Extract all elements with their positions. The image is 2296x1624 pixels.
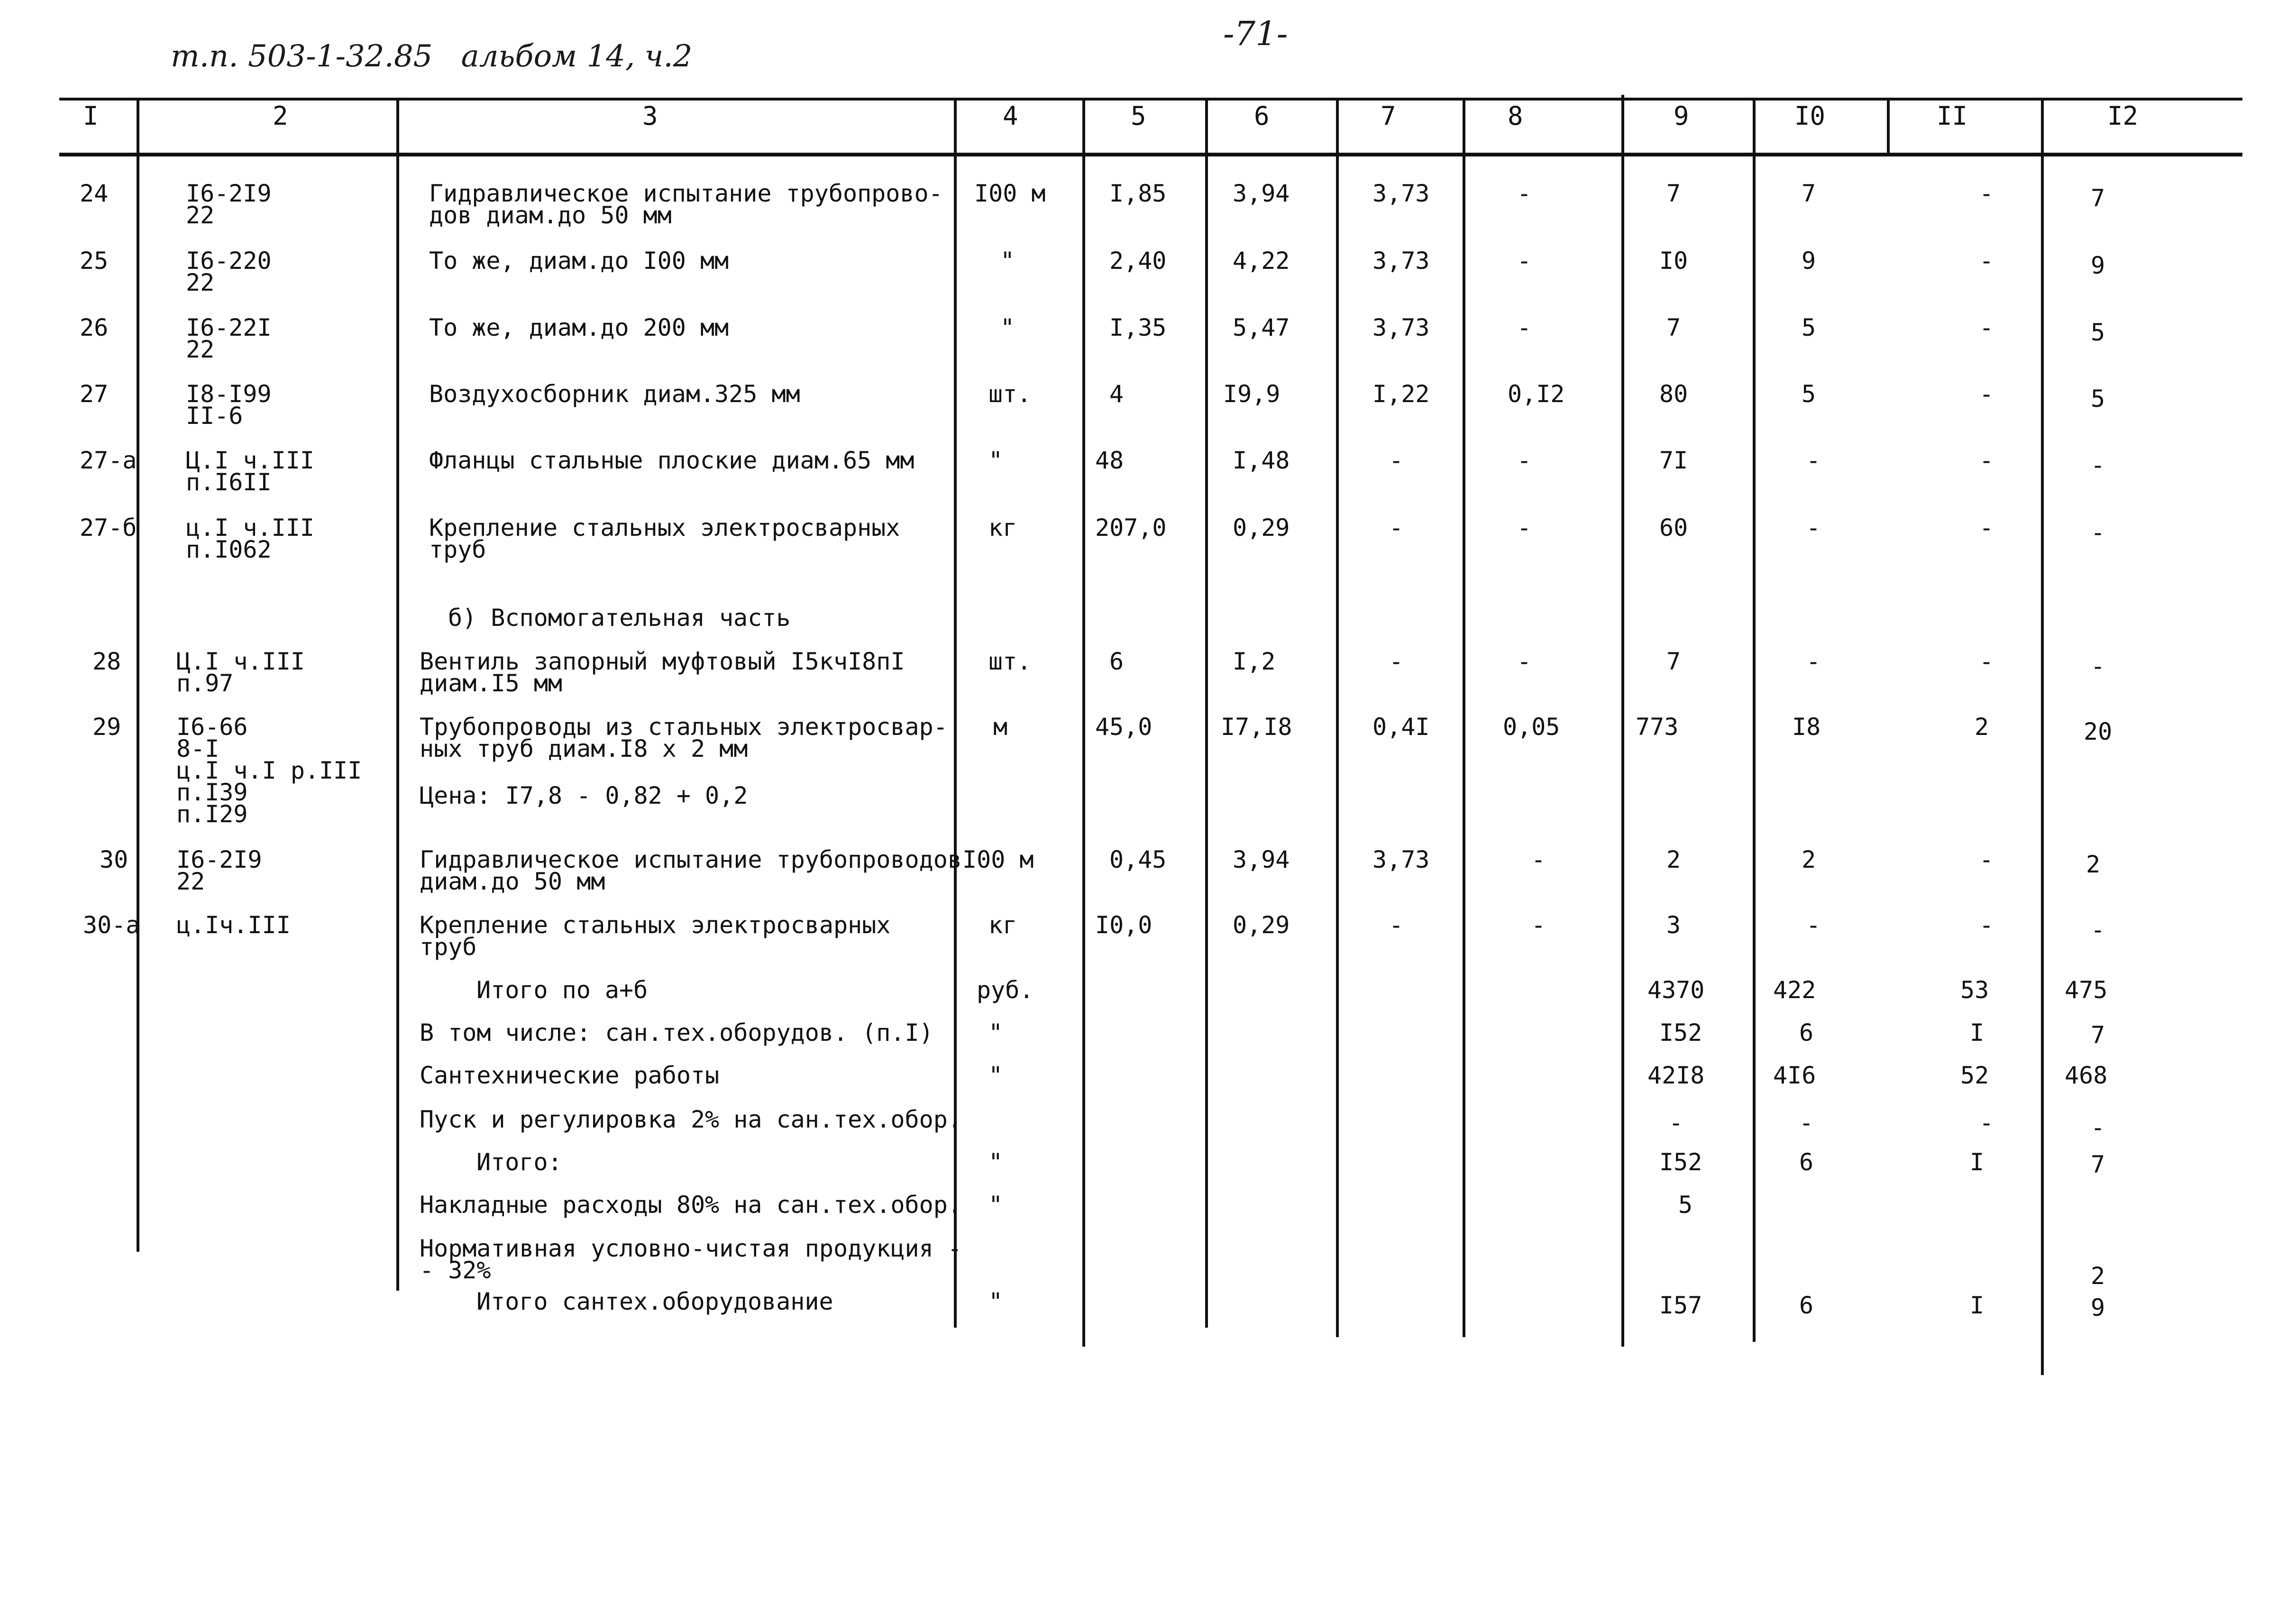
row-unit: I00 м bbox=[974, 180, 1046, 207]
row-name: То же, диам.до I00 мм bbox=[429, 247, 729, 275]
row-col8: - bbox=[1531, 846, 1546, 873]
total-col9: I52 bbox=[1659, 1148, 1702, 1176]
row-col11: - bbox=[1979, 648, 1994, 675]
total-col11: 52 bbox=[1960, 1062, 1989, 1089]
total-unit: " bbox=[988, 1062, 1003, 1089]
total-col12: 475 bbox=[2065, 976, 2108, 1004]
total-col9: I52 bbox=[1659, 1019, 1702, 1046]
total-name: Пуск и регулировка 2% на сан.тех.обор. bbox=[420, 1106, 962, 1133]
row-col10: 9 bbox=[1802, 247, 1816, 275]
row-col11: - bbox=[1979, 314, 1994, 341]
row-col10: 5 bbox=[1802, 380, 1816, 408]
row-name: Вентиль запорный муфтовый I5кчI8пI диам.I5 мм bbox=[420, 648, 905, 697]
total-unit: " bbox=[988, 1288, 1003, 1315]
row-col8: 0,05 bbox=[1503, 713, 1560, 741]
row-col10: 7 bbox=[1802, 180, 1816, 207]
col-header-7: 7 bbox=[1381, 101, 1396, 131]
row-col6: I9,9 bbox=[1223, 380, 1281, 408]
row-col8: - bbox=[1517, 314, 1532, 341]
total-col10: - bbox=[1799, 1109, 1814, 1137]
row-name: Крепление стальных электросварных труб bbox=[420, 911, 891, 961]
row-number: 28 bbox=[92, 648, 121, 675]
row-col8: - bbox=[1517, 447, 1532, 474]
row-name: Гидравлическое испытание трубопрово- дов диам.до 50 мм bbox=[429, 180, 943, 229]
col-header-5: 5 bbox=[1131, 101, 1146, 131]
row-col7: 3,73 bbox=[1372, 247, 1430, 275]
row-col7: - bbox=[1389, 447, 1404, 474]
row-col7: - bbox=[1389, 514, 1404, 541]
col-rule-5 bbox=[1082, 100, 1085, 1347]
row-col8: - bbox=[1517, 180, 1532, 207]
row-code: Ц.I ч.III п.I6II bbox=[186, 447, 314, 496]
row-col6: I7,I8 bbox=[1221, 713, 1292, 741]
row-col6: 4,22 bbox=[1233, 247, 1290, 275]
price-note: Цена: I7,8 - 0,82 + 0,2 bbox=[420, 782, 748, 809]
row-col8: - bbox=[1517, 247, 1532, 275]
total-col9: I57 bbox=[1659, 1292, 1702, 1319]
row-col11: 2 bbox=[1975, 713, 1989, 741]
row-number: 26 bbox=[80, 314, 109, 341]
total-name: Итого по а+б bbox=[476, 976, 648, 1004]
row-col7: I,22 bbox=[1372, 380, 1430, 408]
row-col5: 4 bbox=[1109, 380, 1124, 408]
row-col7: 3,73 bbox=[1372, 180, 1430, 207]
total-col10: 6 bbox=[1799, 1292, 1814, 1319]
row-col8: 0,I2 bbox=[1508, 380, 1565, 408]
total-col10: 422 bbox=[1773, 976, 1816, 1004]
row-col12: - bbox=[2091, 519, 2105, 546]
row-number: 30-а bbox=[83, 911, 140, 939]
row-col10: - bbox=[1806, 447, 1821, 474]
row-col6: 3,94 bbox=[1233, 846, 1290, 873]
row-col10: - bbox=[1806, 514, 1821, 541]
col-header-6: 6 bbox=[1254, 101, 1270, 131]
total-unit: " bbox=[988, 1019, 1003, 1046]
total-col10: 4I6 bbox=[1773, 1062, 1816, 1089]
total-col9: - bbox=[1669, 1109, 1683, 1137]
row-code: I6-220 22 bbox=[186, 247, 272, 296]
row-col9: 7 bbox=[1666, 648, 1681, 675]
col-header-1: I bbox=[83, 101, 99, 131]
total-col12: 7 bbox=[2091, 1021, 2105, 1049]
row-col6: 0,29 bbox=[1233, 911, 1290, 939]
col-header-10: I0 bbox=[1794, 101, 1826, 131]
row-col7: 3,73 bbox=[1372, 314, 1430, 341]
total-col9: 42I8 bbox=[1647, 1062, 1705, 1089]
row-col5: 0,45 bbox=[1109, 846, 1167, 873]
row-number: 25 bbox=[80, 247, 109, 275]
row-col6: 3,94 bbox=[1233, 180, 1290, 207]
total-unit: руб. bbox=[977, 976, 1034, 1004]
total-unit: " bbox=[988, 1148, 1003, 1176]
row-col11: - bbox=[1979, 180, 1994, 207]
total-col11: I bbox=[1970, 1148, 1985, 1176]
total-name: Нормативная условно-чистая продукция - - 32% bbox=[420, 1235, 962, 1284]
total-col11: 53 bbox=[1960, 976, 1989, 1004]
row-col5: I,35 bbox=[1109, 314, 1167, 341]
col-header-8: 8 bbox=[1508, 101, 1523, 131]
col-rule-12 bbox=[2041, 100, 2044, 1375]
row-number: 27-б bbox=[80, 514, 137, 541]
row-col11: - bbox=[1979, 380, 1994, 408]
row-code: I6-2I9 22 bbox=[176, 846, 262, 895]
col-rule-6 bbox=[1205, 100, 1208, 1328]
row-code: I6-66 8-I ц.I ч.I р.III п.I39 п.I29 bbox=[176, 713, 362, 828]
row-col12: - bbox=[2091, 451, 2105, 479]
row-col12: 7 bbox=[2091, 184, 2105, 212]
row-number: 29 bbox=[92, 713, 121, 741]
total-col10: 6 bbox=[1799, 1019, 1814, 1046]
document-stamp bbox=[171, 39, 692, 74]
row-col8: - bbox=[1531, 911, 1546, 939]
album-label: альбом 14, ч.2 bbox=[461, 39, 693, 74]
row-number: 27-а bbox=[80, 447, 137, 474]
row-unit: " bbox=[1000, 247, 1015, 275]
row-code: I6-2I9 22 bbox=[186, 180, 272, 229]
row-col9: 80 bbox=[1659, 380, 1688, 408]
total-col9: 5 bbox=[1678, 1191, 1693, 1219]
col-header-9: 9 bbox=[1674, 101, 1689, 131]
total-col11: I bbox=[1970, 1019, 1985, 1046]
row-col5: 48 bbox=[1095, 447, 1124, 474]
row-col12: 5 bbox=[2091, 385, 2105, 413]
total-col11: - bbox=[1979, 1109, 1994, 1137]
row-col9: 2 bbox=[1666, 846, 1681, 873]
row-col5: 2,40 bbox=[1109, 247, 1167, 275]
row-name: Трубопроводы из стальных электросвар- ных труб диам.I8 х 2 мм bbox=[420, 713, 948, 762]
col-header-12: I2 bbox=[2107, 101, 2139, 131]
row-col12: - bbox=[2091, 652, 2105, 680]
total-col12: 468 bbox=[2065, 1062, 2108, 1089]
total-col12: 9 bbox=[2091, 1294, 2105, 1321]
col-rule-3 bbox=[396, 153, 399, 1291]
row-col6: I,48 bbox=[1233, 447, 1290, 474]
row-col10: - bbox=[1806, 911, 1821, 939]
row-col11: - bbox=[1979, 846, 1994, 873]
row-col12: - bbox=[2091, 916, 2105, 944]
row-unit: кг bbox=[988, 514, 1017, 541]
row-col5: I0,0 bbox=[1095, 911, 1153, 939]
row-col9: 60 bbox=[1659, 514, 1688, 541]
row-col8: - bbox=[1517, 514, 1532, 541]
row-col8: - bbox=[1517, 648, 1532, 675]
col-header-2: 2 bbox=[273, 101, 288, 131]
row-unit: шт. bbox=[988, 648, 1032, 675]
col-rule-8 bbox=[1463, 100, 1465, 1337]
row-col7: 3,73 bbox=[1372, 846, 1430, 873]
row-col5: I,85 bbox=[1109, 180, 1167, 207]
total-col12: - bbox=[2091, 1114, 2105, 1141]
row-col10: - bbox=[1806, 648, 1821, 675]
row-col12: 2 bbox=[2086, 851, 2101, 878]
col-rule-11 bbox=[1887, 100, 1890, 156]
row-unit: I00 м bbox=[962, 846, 1034, 873]
total-col12: 2 bbox=[2091, 1262, 2105, 1290]
total-col12: 7 bbox=[2091, 1151, 2105, 1178]
col-rule-4 bbox=[954, 100, 957, 1328]
row-col11: - bbox=[1979, 447, 1994, 474]
row-name: Крепление стальных электросварных труб bbox=[429, 514, 900, 563]
total-col9: 4370 bbox=[1647, 976, 1705, 1004]
row-col9: 3 bbox=[1666, 911, 1681, 939]
row-number: 30 bbox=[100, 846, 128, 873]
total-name: Итого: bbox=[476, 1148, 562, 1176]
row-col9: 7 bbox=[1666, 180, 1681, 207]
row-col12: 20 bbox=[2084, 718, 2113, 745]
row-col11: - bbox=[1979, 514, 1994, 541]
section-heading: б) Вспомогательная часть bbox=[448, 604, 791, 632]
row-unit: м bbox=[993, 713, 1008, 741]
col-header-3: 3 bbox=[642, 101, 658, 131]
row-code: I6-22I 22 bbox=[186, 314, 272, 363]
row-number: 27 bbox=[80, 380, 109, 408]
row-name: То же, диам.до 200 мм bbox=[429, 314, 729, 341]
row-col11: - bbox=[1979, 911, 1994, 939]
row-unit: " bbox=[988, 447, 1003, 474]
row-col10: 2 bbox=[1802, 846, 1816, 873]
row-col7: - bbox=[1389, 648, 1404, 675]
row-unit: кг bbox=[988, 911, 1017, 939]
total-col10: 6 bbox=[1799, 1148, 1814, 1176]
total-name: Сантехнические работы bbox=[420, 1062, 720, 1089]
row-col12: 9 bbox=[2091, 252, 2105, 279]
row-col7: 0,4I bbox=[1372, 713, 1430, 741]
col-rule-2 bbox=[396, 100, 399, 156]
row-code: ц.I ч.III п.I062 bbox=[186, 514, 314, 563]
total-unit: " bbox=[988, 1191, 1003, 1219]
row-code: ц.Iч.III bbox=[176, 911, 291, 939]
stamp-code: т.п. 503-1-32.85 bbox=[171, 39, 433, 74]
row-col5: 6 bbox=[1109, 648, 1124, 675]
header-top-rule bbox=[59, 98, 2242, 101]
col-header-11: II bbox=[1937, 101, 1968, 131]
row-name: Фланцы стальные плоские диам.65 мм bbox=[429, 447, 915, 474]
col-rule-9 bbox=[1621, 95, 1624, 1347]
row-col9: 773 bbox=[1636, 713, 1679, 741]
total-name: В том числе: сан.тех.оборудов. (п.I) bbox=[420, 1019, 933, 1046]
row-col9: I0 bbox=[1659, 247, 1688, 275]
row-col11: - bbox=[1979, 247, 1994, 275]
row-col12: 5 bbox=[2091, 319, 2105, 346]
row-code: Ц.I ч.III п.97 bbox=[176, 648, 305, 697]
row-col5: 207,0 bbox=[1095, 514, 1167, 541]
col-rule-7 bbox=[1336, 100, 1339, 1337]
row-col7: - bbox=[1389, 911, 1404, 939]
row-col9: 7 bbox=[1666, 314, 1681, 341]
row-unit: шт. bbox=[988, 380, 1032, 408]
col-header-4: 4 bbox=[1003, 101, 1018, 131]
page-number: -71- bbox=[1223, 14, 1288, 53]
row-col6: I,2 bbox=[1233, 648, 1276, 675]
row-col5: 45,0 bbox=[1095, 713, 1153, 741]
row-col10: I8 bbox=[1792, 713, 1821, 741]
total-col11: I bbox=[1970, 1292, 1985, 1319]
row-name: Воздухосборник диам.325 мм bbox=[429, 380, 800, 408]
row-col9: 7I bbox=[1659, 447, 1688, 474]
row-col6: 0,29 bbox=[1233, 514, 1290, 541]
row-col10: 5 bbox=[1802, 314, 1816, 341]
total-name: Накладные расходы 80% на сан.тех.обор. bbox=[420, 1191, 962, 1219]
row-code: I8-I99 II-6 bbox=[186, 380, 272, 430]
total-name: Итого сантех.оборудование bbox=[476, 1288, 833, 1315]
row-number: 24 bbox=[80, 180, 109, 207]
header-bottom-rule bbox=[59, 153, 2242, 156]
row-name: Гидравлическое испытание трубопроводов диам.до 50 мм bbox=[420, 846, 962, 895]
row-unit: " bbox=[1000, 314, 1015, 341]
col-rule-10 bbox=[1753, 100, 1756, 1342]
row-col6: 5,47 bbox=[1233, 314, 1290, 341]
col-rule-1 bbox=[137, 100, 139, 1252]
